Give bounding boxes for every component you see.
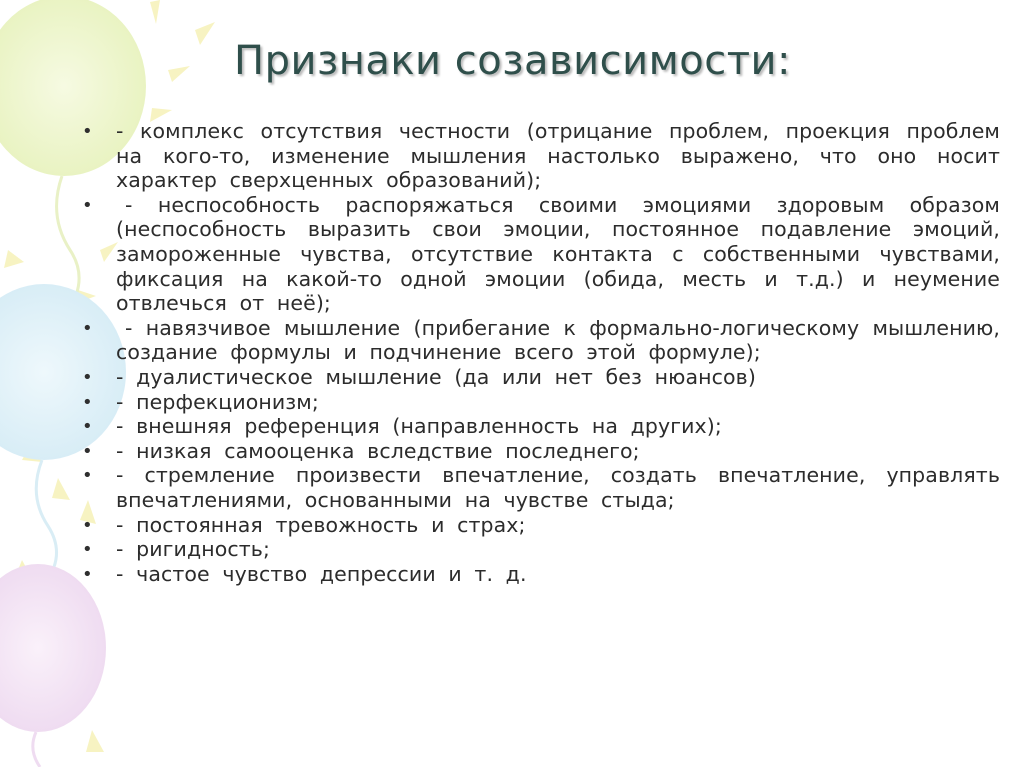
bullet-marker: • xyxy=(82,563,93,585)
list-item xyxy=(0,316,1024,365)
list-item xyxy=(0,537,1024,562)
bullet-text: - внешняя референция (направленность на других); xyxy=(116,414,722,439)
sun-ray xyxy=(168,66,190,82)
list-item xyxy=(0,414,1024,439)
bullet-text: - комплекс отсутствия честности (отрицание проблем, проекция проблем на кого-то, изменение мышления настолько выражено, что оно носит характер сверхценных образований); xyxy=(116,119,1000,193)
bullet-marker: • xyxy=(82,416,93,438)
sun-ray xyxy=(150,0,160,24)
sun-ray xyxy=(86,730,104,752)
bullet-marker: • xyxy=(82,317,93,339)
list-item xyxy=(0,390,1024,415)
bullet-marker: • xyxy=(82,440,93,462)
bullet-text: - ригидность; xyxy=(116,537,270,562)
bullet-text: - постоянная тревожность и страх; xyxy=(116,512,526,537)
bullet-text: - перфекционизм; xyxy=(116,389,319,414)
bullet-text: - навязчивое мышление (прибегание к формально-логическому мышлению, создание формулы и подчинение всего этой формуле); xyxy=(116,315,1000,365)
list-item xyxy=(0,365,1024,390)
bullet-list xyxy=(0,119,1024,586)
bullet-marker: • xyxy=(82,121,93,142)
bullet-text: - дуалистическое мышление (да или нет без нюансов) xyxy=(116,364,756,389)
bullet-marker: • xyxy=(82,539,93,561)
violet-balloon xyxy=(0,564,106,767)
bullet-text: - частое чувство депрессии и т. д. xyxy=(116,561,527,586)
list-item xyxy=(0,513,1024,538)
bullet-text: - низкая самооценка вследствие последнего; xyxy=(116,438,640,463)
bullet-marker: • xyxy=(82,514,93,536)
slide-title: Признаки созависимости: xyxy=(234,38,791,84)
bullet-marker: • xyxy=(82,194,93,216)
bullet-marker: • xyxy=(82,391,93,413)
sun-ray xyxy=(195,22,215,45)
list-item xyxy=(0,463,1024,512)
bullet-text: - стремление произвести впечатление, создать впечатление, управлять впечатлениями, основанными на чувстве стыда; xyxy=(116,463,1000,512)
list-item xyxy=(0,119,1024,193)
list-item xyxy=(0,193,1024,316)
bullet-text: - неспособность распоряжаться своими эмоциями здоровым образом (неспособность выразить свои эмоции, постоянное подавление эмоций, замороженные чувства, отсутствие контакта с собственными чувствами, фиксация на какой-то одной эмоции (обида, месть и т.д.) и неумение отвлечься от неё); xyxy=(116,192,1000,316)
list-item xyxy=(0,439,1024,464)
bullet-marker: • xyxy=(82,465,93,487)
list-item xyxy=(0,562,1024,587)
bullet-marker: • xyxy=(82,366,93,388)
